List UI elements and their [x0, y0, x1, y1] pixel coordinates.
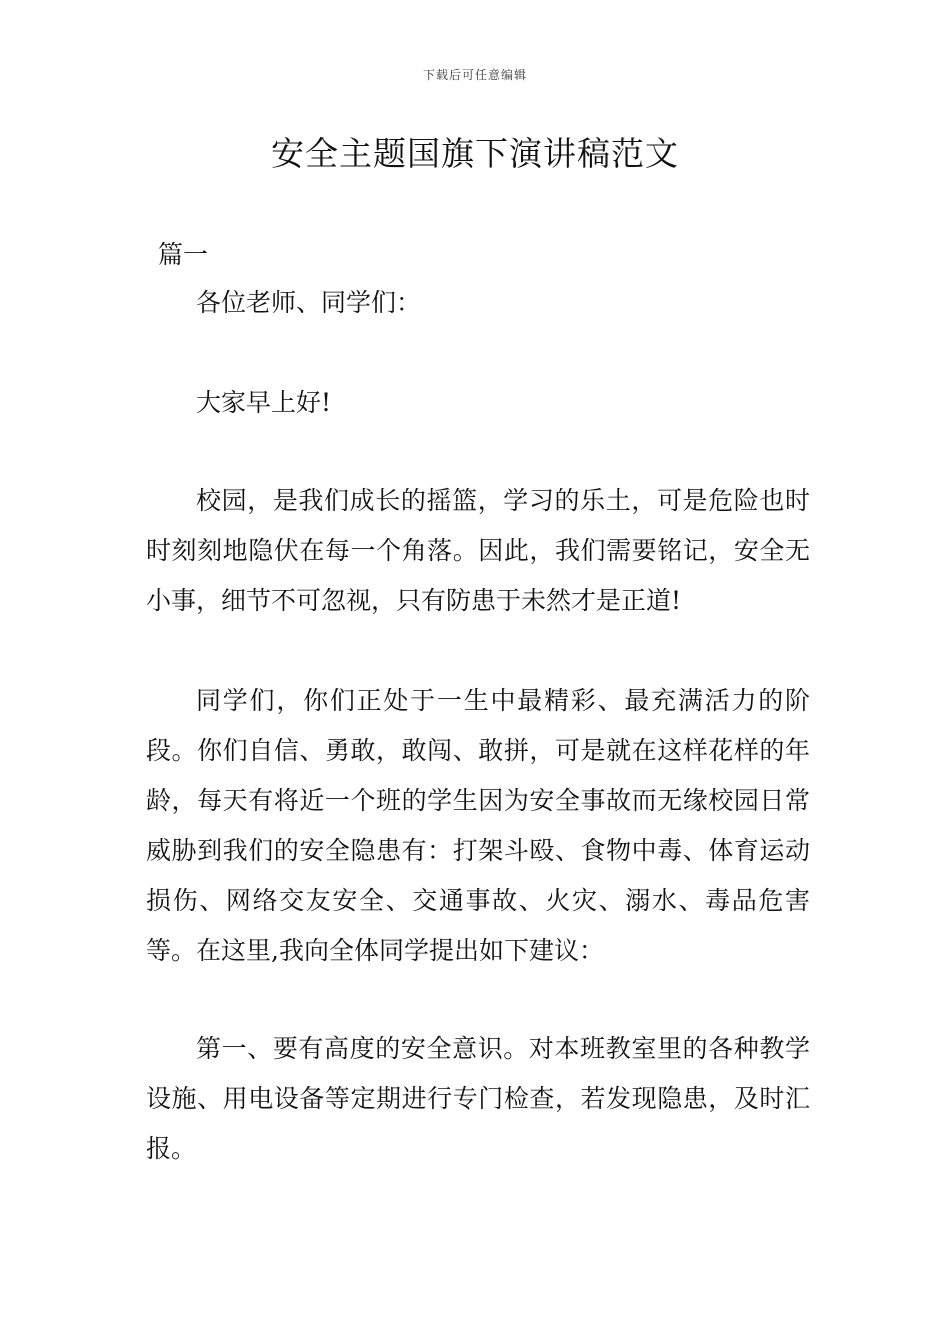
greeting-text: 大家早上好!: [196, 388, 332, 417]
document-title: 安全主题国旗下演讲稿范文: [271, 134, 679, 173]
greeting: [146, 378, 810, 428]
section-label: 篇一: [158, 240, 209, 269]
paragraph-text: 校园，是我们成长的摇篮，学习的乐土，可是危险也时时刻刻地隐伏在每一个角落。因此，我们需要铭记，安全无小事，细节不可忽视，只有防患于未然才是正道!: [146, 486, 810, 615]
paragraph-text: 同学们，你们正处于一生中最精彩、最充满活力的阶段。你们自信、勇敢，敢闯、敢拼，可是就在这样花样的年龄，每天有将近一个班的学生因为安全事故而无缘校园日常威胁到我们的安全隐患有：打架斗殴、食物中毒、体育运动损伤、网络交友安全、交通事故、火灾、溺水、毒品危害等。在这里,我向全体同学提出如下建议：: [146, 686, 810, 965]
paragraph-1: [146, 476, 810, 626]
paragraph-2: [146, 676, 810, 976]
header-note: 下载后可任意编辑: [422, 68, 527, 82]
salutation-text: 各位老师、同学们：: [196, 288, 422, 317]
paragraph-text: 第一、要有高度的安全意识。对本班教室里的各种教学设施、用电设备等定期进行专门检查，若发现隐患，及时汇报。: [146, 1034, 810, 1163]
paragraph-3: [146, 1024, 810, 1174]
salutation: [146, 278, 810, 328]
